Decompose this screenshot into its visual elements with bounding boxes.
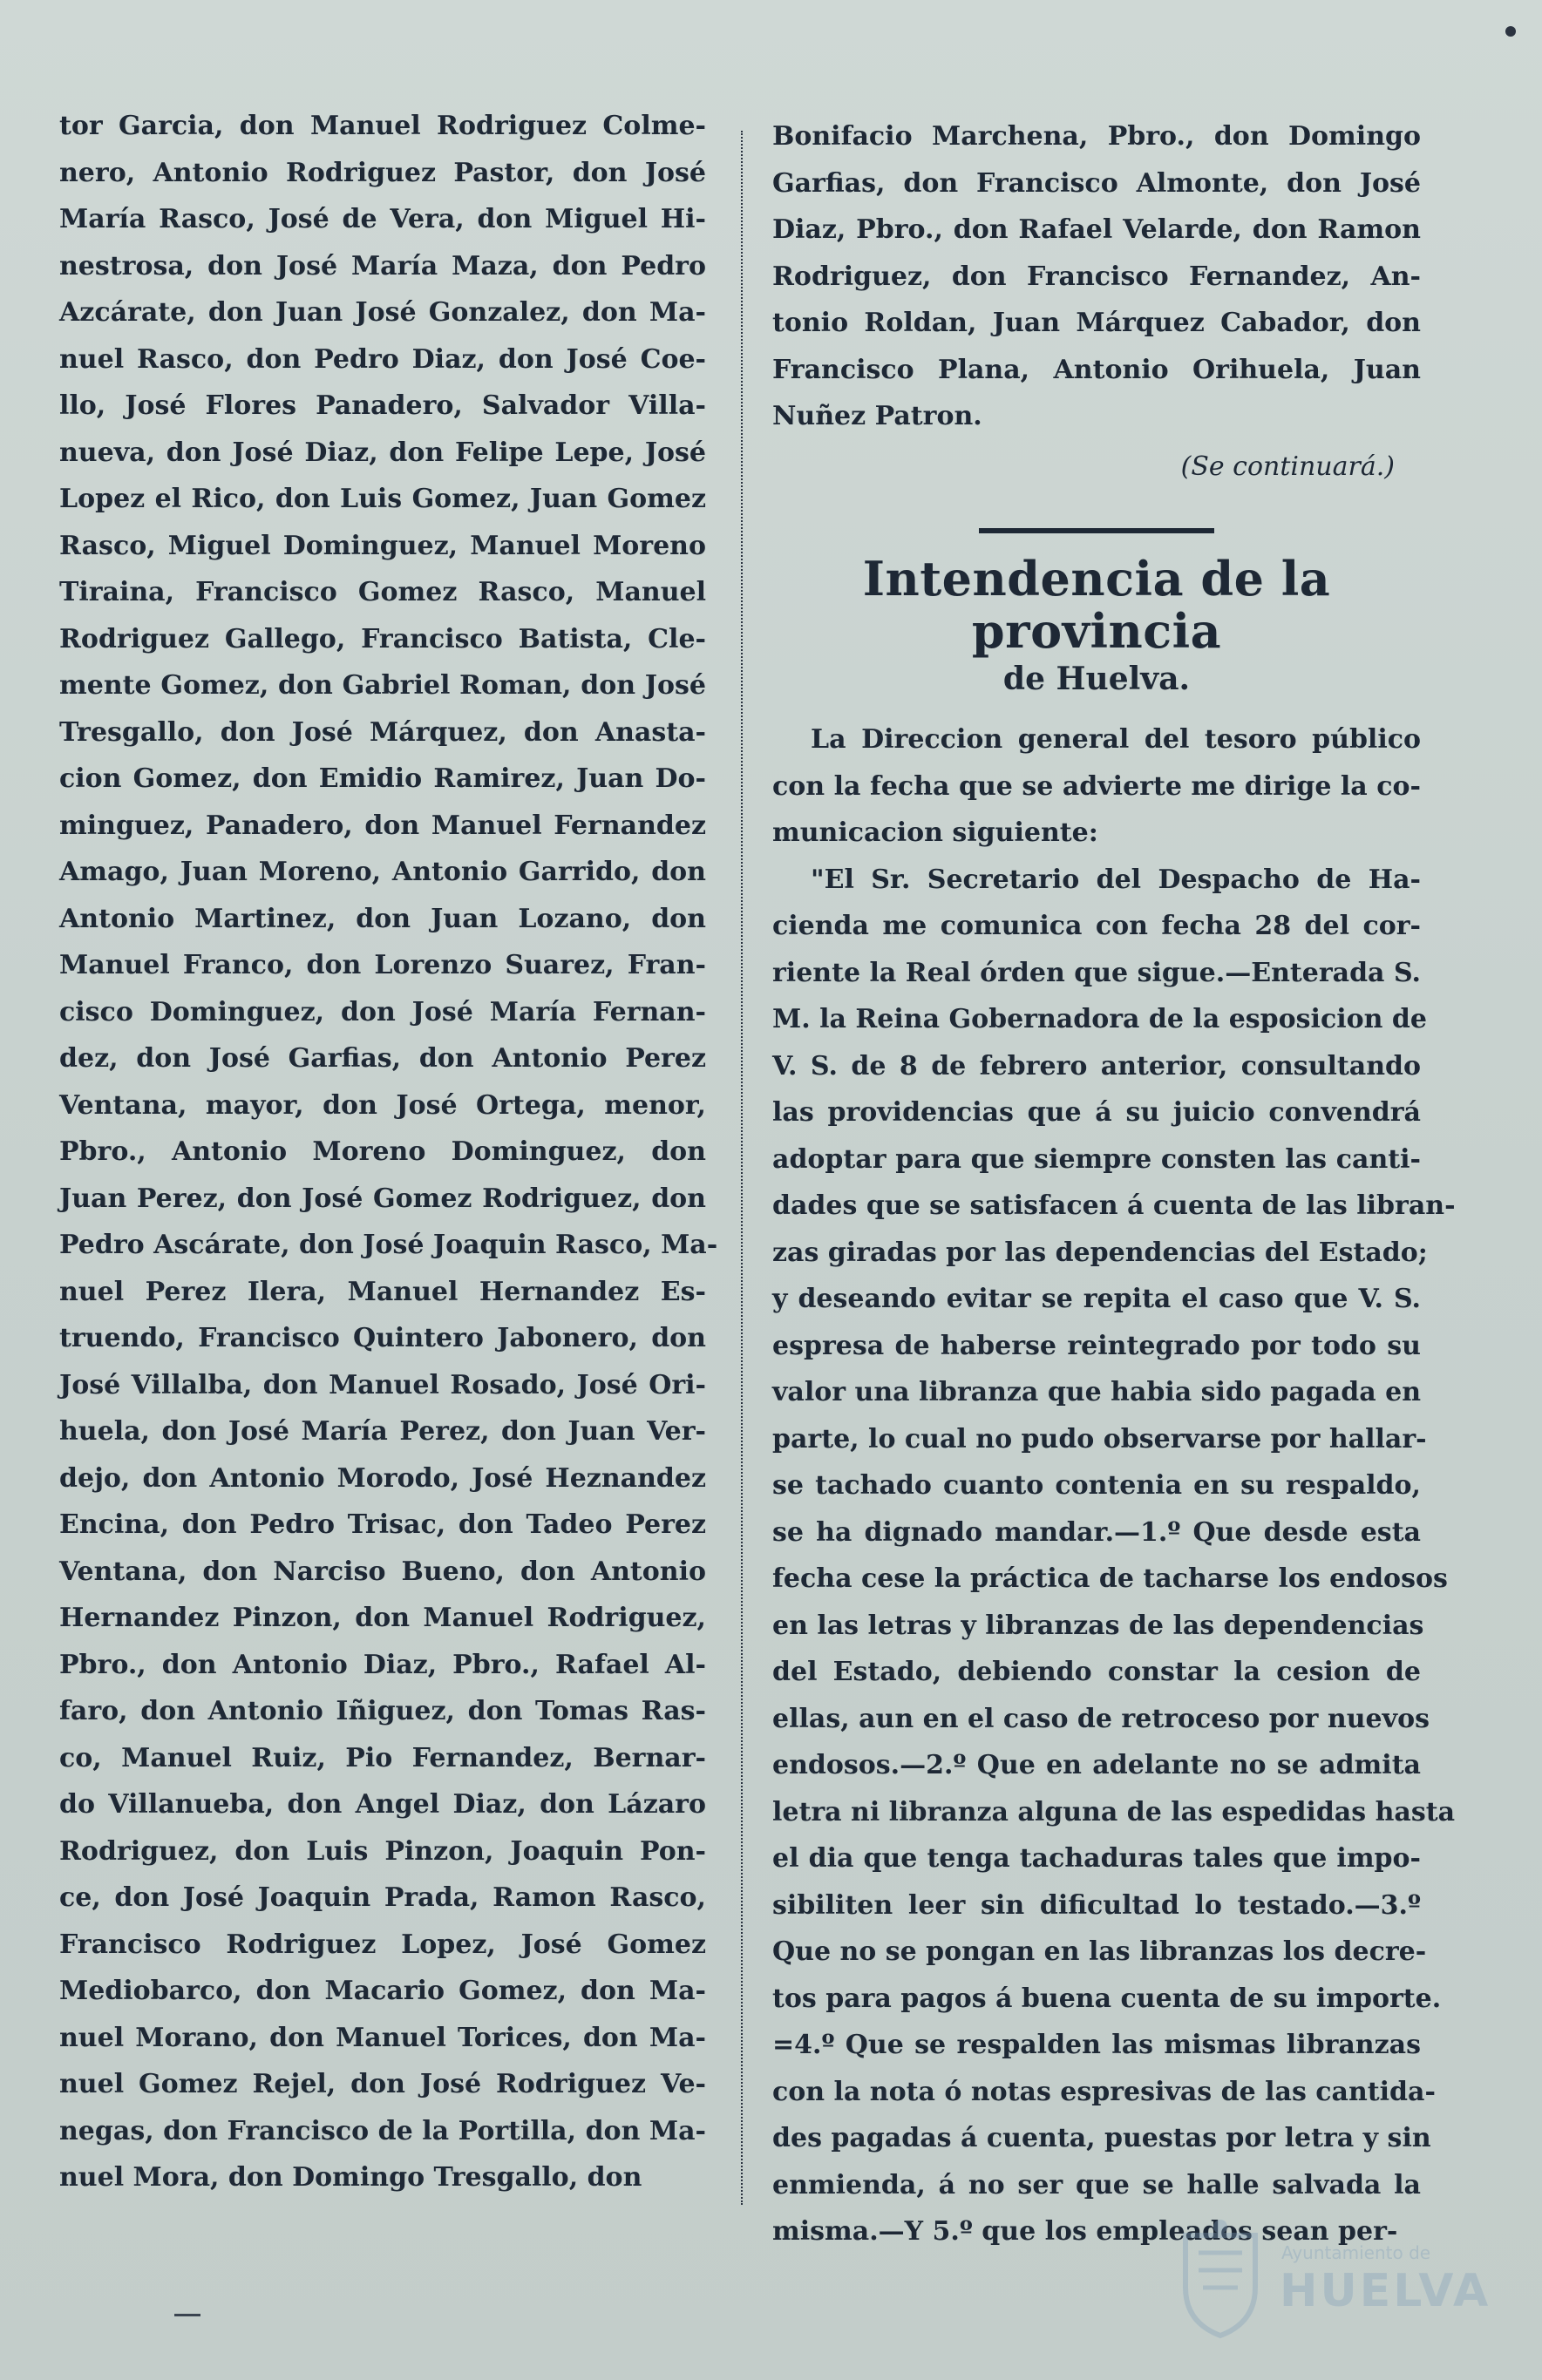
right-body-line: dades que se satisfacen á cuenta de las libran- [772,1190,1456,1221]
section-subheading: de Huelva. [1002,661,1191,697]
left-column-line: cion Gomez, don Emidio Ramirez, Juan Do- [59,763,706,794]
left-column-line: negas, don Francisco de la Portilla, don Ma- [59,2115,706,2146]
section-heading: Intendencia de la provincia [862,551,1331,659]
right-intro-line: Nuñez Patron. [772,401,982,431]
left-column-line: Tresgallo, don José Márquez, don Anasta- [59,716,706,748]
left-column-line: Manuel Franco, don Lorenzo Suarez, Fran- [59,950,706,980]
right-body-line: misma.—Y 5.º que los empleados sean per- [772,2216,1398,2247]
left-column-line: Rasco, Miguel Dominguez, Manuel Moreno [59,530,706,561]
continuation-note: (Se continuará.) [1180,451,1395,482]
left-column-line: nero, Antonio Rodriguez Pastor, don José [59,157,706,188]
right-body-line: cienda me comunica con fecha 28 del cor- [772,911,1421,941]
right-intro-line: Rodriguez, don Francisco Fernandez, An- [772,261,1421,292]
watermark-line2: HUELVA [1280,2265,1491,2317]
left-column-line: nuel Mora, don Domingo Tresgallo, don [59,2162,642,2193]
left-column-line: Ventana, don Narciso Bueno, don Antonio [59,1556,706,1587]
watermark-line1: Ayuntamiento de [1281,2242,1431,2263]
left-column-line: minguez, Panadero, don Manuel Fernandez [59,810,706,841]
left-column-line: dez, don José Garfias, don Antonio Perez [59,1043,706,1074]
left-column-line: Hernandez Pinzon, don Manuel Rodriguez, [59,1603,706,1633]
right-body-text [772,716,1456,2255]
right-body-line: adoptar para que siempre consten las canti- [772,1143,1421,1175]
left-column-line: Amago, Juan Moreno, Antonio Garrido, don [59,857,706,887]
right-body-line: fecha cese la práctica de tacharse los endosos [772,1563,1448,1594]
right-body-line: con la fecha que se advierte me dirige la co- [772,770,1421,802]
right-body-line: las providencias que á su juicio convendrá [772,1097,1421,1128]
left-column-line: Juan Perez, don José Gomez Rodriguez, don [59,1183,706,1214]
left-column-line: faro, don Antonio Iñiguez, don Tomas Ras- [59,1696,706,1726]
left-column-line: nestrosa, don José María Maza, don Pedro [59,250,706,281]
left-column-line: Ventana, mayor, don José Ortega, menor, [59,1089,706,1121]
right-body-line: V. S. de 8 de febrero anterior, consultando [772,1050,1421,1082]
left-column-line: ce, don José Joaquin Prada, Ramon Rasco, [59,1882,706,1913]
margin-mark [174,2314,200,2316]
left-column-line: nueva, don José Diaz, don Felipe Lepe, José [59,437,706,468]
left-column-line: Azcárate, don Juan José Gonzalez, don Ma- [59,297,706,328]
right-body-line: Que no se pongan en las libranzas los decre- [772,1936,1427,1967]
right-intro-line: Garfias, don Francisco Almonte, don José [772,167,1421,199]
left-column-line: Pbro., don Antonio Diaz, Pbro., Rafael Al- [59,1649,706,1680]
right-body-line: zas giradas por las dependencias del Estado; [772,1237,1428,1268]
left-column-line: nuel Morano, don Manuel Torices, don Ma- [59,2022,706,2053]
right-intro-text [772,113,1421,440]
left-column-line: mente Gomez, don Gabriel Roman, don José [59,670,706,701]
right-body-line: ellas, aun en el caso de retroceso por nuevos [772,1703,1430,1734]
right-body-line: des pagadas á cuenta, puestas por letra y sin [772,2123,1431,2153]
right-body-line: endosos.—2.º Que en adelante no se admita [772,1750,1421,1780]
left-column-line: do Villanueba, don Angel Diaz, don Lázaro [59,1789,706,1820]
right-intro-line: Diaz, Pbro., don Rafael Velarde, don Ramon [772,214,1421,245]
left-column-line: Rodriguez Gallego, Francisco Batista, Cle- [59,623,706,654]
left-column-line: Mediobarco, don Macario Gomez, don Ma- [59,1976,706,2006]
city-shield-icon [1177,2218,1264,2340]
left-column-line: Tiraina, Francisco Gomez Rasco, Manuel [59,577,706,607]
right-body-line: parte, lo cual no pudo observarse por hallar- [772,1423,1427,1454]
left-column-line: nuel Gomez Rejel, don José Rodriguez Ve- [59,2069,706,2099]
right-body-line: municacion siguiente: [772,817,1098,848]
right-body-line: se tachado cuanto contenia en su respaldo, [772,1470,1421,1501]
left-column-line: Francisco Rodriguez Lopez, José Gomez [59,1929,706,1960]
right-intro-line: Bonifacio Marchena, Pbro., don Domingo [772,121,1421,152]
left-column-line: Rodriguez, don Luis Pinzon, Joaquin Pon- [59,1835,706,1867]
right-column [772,113,1456,2255]
left-column-line: María Rasco, José de Vera, don Miguel Hi- [59,204,706,234]
left-column-line: Pedro Ascárate, don José Joaquin Rasco, Ma- [59,1230,718,1260]
left-column-line: Lopez el Rico, don Luis Gomez, Juan Gomez [59,484,706,514]
right-body-line: =4.º Que se respalden las mismas libranzas [772,2030,1421,2060]
right-body-line: y deseando evitar se repita el caso que V. S. [772,1284,1421,1314]
right-body-line: del Estado, debiendo constar la cesion de [772,1657,1421,1687]
left-column [59,103,718,2201]
right-intro-line: tonio Roldan, Juan Márquez Cabador, don [772,308,1421,338]
left-column-line: cisco Dominguez, don José María Fernan- [59,996,706,1027]
right-body-line: sibiliten leer sin dificultad lo testado.—3.º [772,1889,1421,1921]
right-body-line: letra ni libranza alguna de las espedidas hasta [772,1796,1456,1827]
left-column-line: llo, José Flores Panadero, Salvador Villa- [59,390,706,421]
right-body-line: espresa de haberse reintegrado por todo su [772,1330,1421,1361]
right-body-line: en las letras y libranzas de las dependencias [772,1610,1424,1641]
left-column-line: truendo, Francisco Quintero Jabonero, don [59,1323,706,1353]
left-column-line: huela, don José María Perez, don Juan Ver- [59,1416,706,1447]
right-body-line: "El Sr. Secretario del Despacho de Ha- [811,864,1421,895]
watermark [1177,2218,1491,2349]
right-body-line: tos para pagos á buena cuenta de su importe. [772,1983,1442,2014]
right-intro-line: Francisco Plana, Antonio Orihuela, Juan [772,354,1421,385]
left-column-line: co, Manuel Ruiz, Pio Fernandez, Bernar- [59,1742,706,1773]
ink-spot [1505,26,1516,37]
right-body-line: con la nota ó notas espresivas de las cantida- [772,2076,1436,2107]
column-divider [741,131,743,2205]
right-body-line: riente la Real órden que sigue.—Enterada S. [772,957,1421,988]
right-body-line: M. la Reina Gobernadora de la esposicion de [772,1004,1427,1034]
right-body-line: enmienda, á no ser que se halle salvada la [772,2169,1421,2200]
left-column-line: dejo, don Antonio Morodo, José Heznandez [59,1462,706,1494]
right-body-line: La Direccion general del tesoro público [811,724,1421,755]
section-rule [979,528,1214,533]
left-column-line: Encina, don Pedro Trisac, don Tadeo Perez [59,1509,706,1540]
right-body-line: el dia que tenga tachaduras tales que impo- [772,1843,1421,1874]
left-column-line: nuel Perez Ilera, Manuel Hernandez Es- [59,1276,706,1307]
left-column-line: Antonio Martinez, don Juan Lozano, don [59,903,706,934]
left-column-line: tor Garcia, don Manuel Rodriguez Colme- [59,111,706,141]
right-body-line: valor una libranza que habia sido pagada en [772,1377,1421,1407]
left-column-line: José Villalba, don Manuel Rosado, José Ori- [59,1369,706,1400]
right-body-line: se ha dignado mandar.—1.º Que desde esta [772,1516,1421,1548]
left-column-line: Pbro., Antonio Moreno Dominguez, don [59,1136,706,1167]
left-column-line: nuel Rasco, don Pedro Diaz, don José Coe- [59,343,706,375]
